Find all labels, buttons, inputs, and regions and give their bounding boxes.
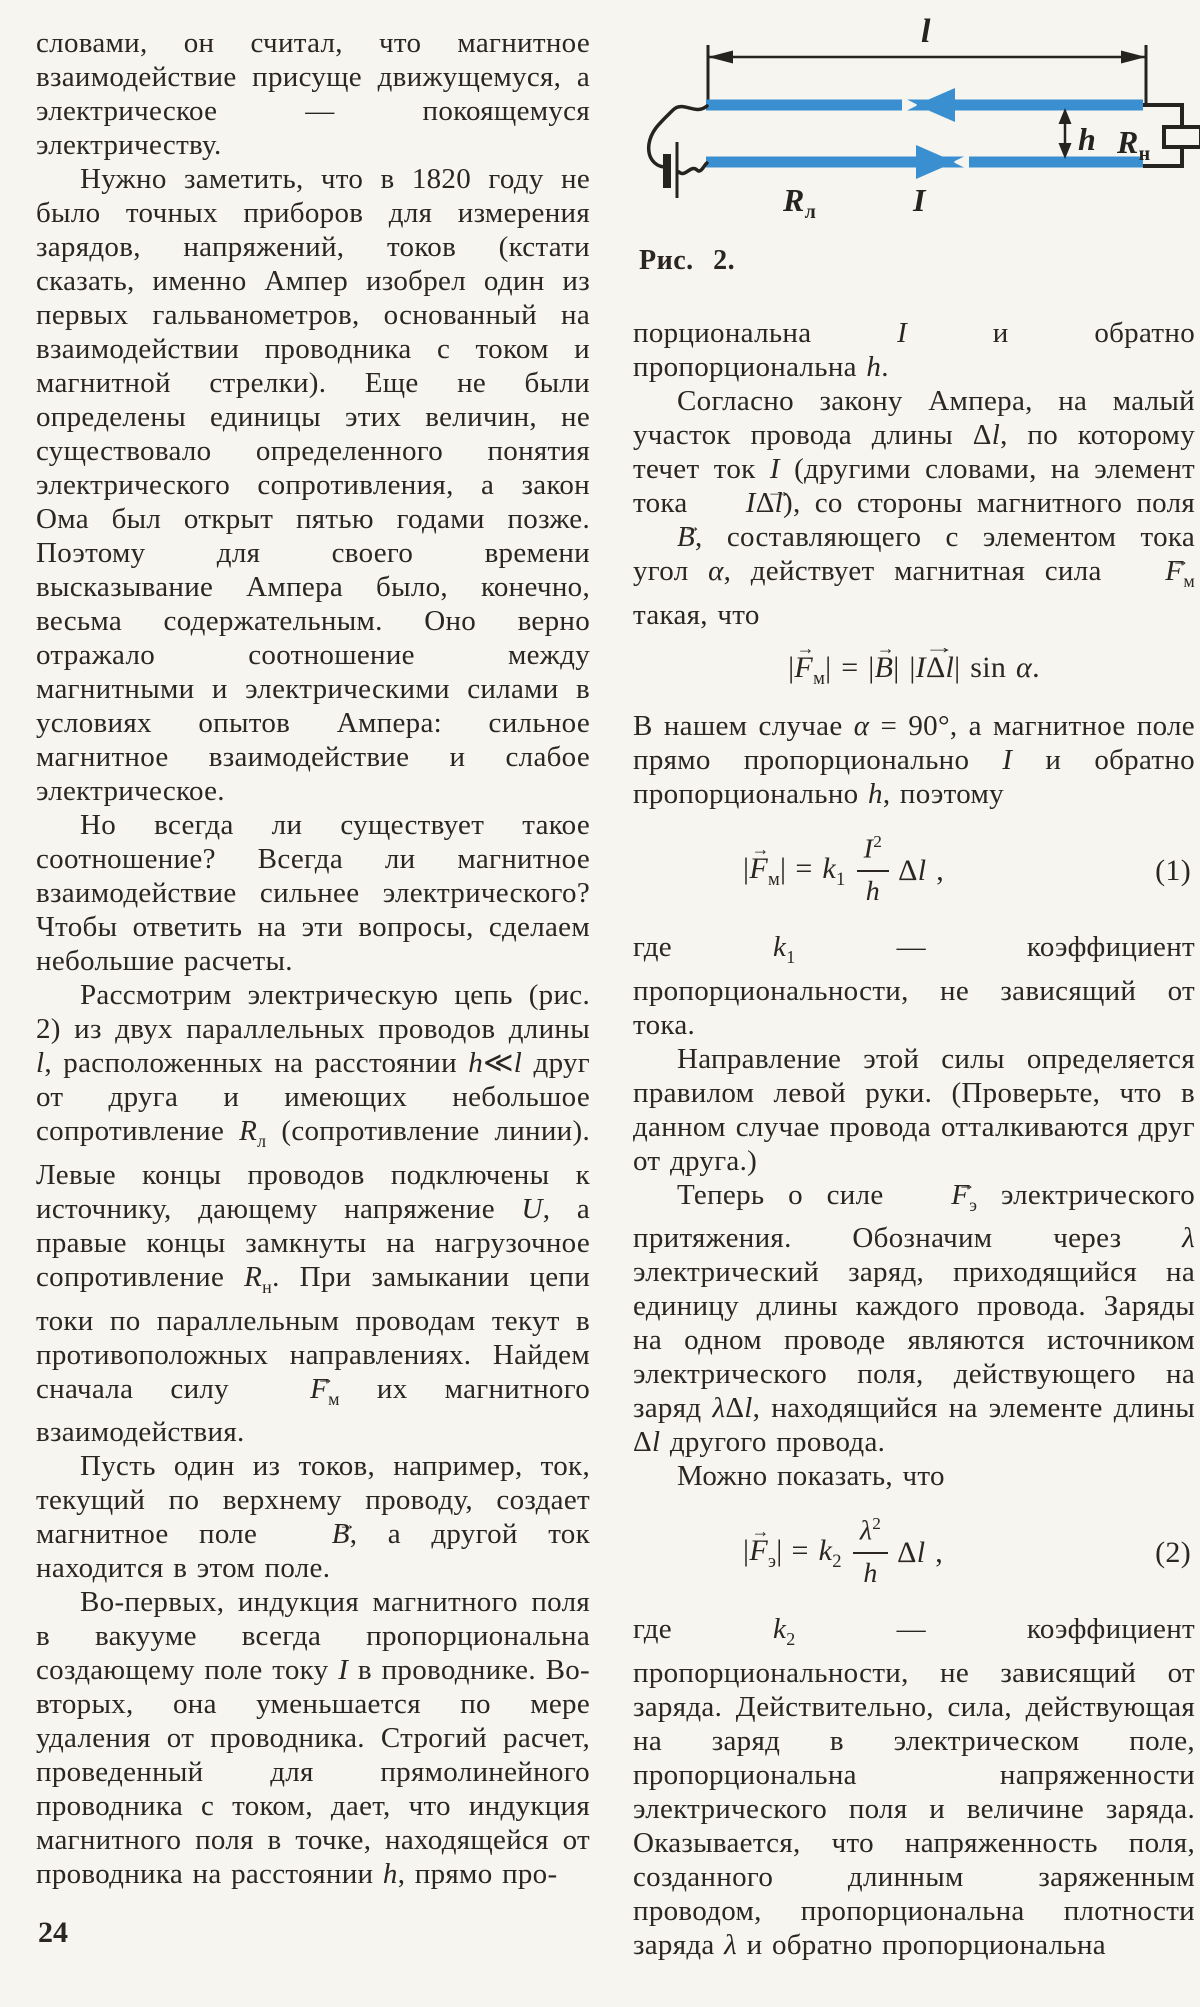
current-arrow-right-icon [916, 145, 955, 179]
paragraph: Направление этой силы определяется правилом левой руки. (Проверьте, что в данном случае провода отталкиваются друг от друга.) [633, 1042, 1195, 1177]
figure-caption: Рис. 2. [639, 245, 736, 276]
equation-number: (2) [1155, 1536, 1191, 1570]
paragraph: Нужно заметить, что в 1820 году не было точных приборов для измерения зарядов, напряжений, токов (кстати сказать, именно Ампер изобрел один из первых гальванометров, основанный на взаимодействии проводника с током и магнитной стрелки). Еще не были определены единицы этих величин, не существовало определенного понятия электрического сопротивления, а закон Ома был открыт пятью годами позже. Поэтому для своего времени высказывание Ампера было, конечно, весьма содержательным. Оно верно отражало соотношение между магнитными и электрическими силами в условиях опытов Ампера: сильное магнитное взаимодействие и слабое электрическое. [36, 163, 590, 807]
length-label: l [921, 13, 931, 50]
circuit-diagram [633, 4, 1200, 236]
paragraph: словами, он считал, что магнитное взаимодействие присуще движущемуся, а электрическое — покоящемуся электричеству. [36, 27, 590, 161]
paragraph: где $k_2$ — коэффициент пропорциональности, не зависящий от заряда. Действительно, сила, действующая на заряд в электрическом поле, пропорциональна напряженности электрического поля и величине заряда. Оказывается, что напряженность поля, созданного длинным заряженным проводом, пропорциональна плотности заряда λ и обратно пропорциональна [633, 1613, 1196, 1962]
formula-2: $|F \to_э|$ = $k_2$ $\frac{\lambda^2}{h}$ Δl , (2) [633, 1513, 1195, 1592]
paragraph: порциональна I и обратно пропорциональна h. [633, 317, 1195, 383]
right-column [633, 4, 1195, 1962]
paragraph: Теперь о силе $F \to_э$ электрического притяжения. Обозначим через λ электрический заряд, приходящийся на единицу длины каждого провода. Заряды на одном проводе являются источником электрического поля, действующего на заряд λΔl, находящийся на элементе длины Δl другого провода. [633, 1178, 1195, 1460]
dimension-line [708, 45, 1146, 104]
paragraph: Рассмотрим электрическую цепь (рис. 2) из двух параллельных проводов длины l, расположенных на расстоянии h≪l друг от друга и имеющих небольшое сопротивление $R_л$ (сопротивление линии). Левые концы проводов подключены к источнику, дающему напряжение U, а правые концы замкнуты на нагрузочное сопротивление $R_н$. При замыкании цепи токи по параллельным проводам текут в противоположных направлениях. Найдем сначала силу $F \to_м$ их магнитного взаимодействия. [36, 978, 590, 1449]
circuit-figure [633, 4, 1195, 278]
fraction: $\frac{I^2}{h}$ [857, 831, 890, 910]
current-label: I [913, 182, 926, 218]
fraction: $\frac{\lambda^2}{h}$ [853, 1513, 888, 1592]
wire-notch [902, 97, 918, 113]
load-resistance-label: $R_н$ [1117, 124, 1151, 165]
paragraph: Согласно закону Ампера, на малый участок провода длины Δl, по которому течет ток I (другими словами, на элемент тока IΔl →), со стороны магнитного поля B →, составляющего с элементом тока угол α, действует магнитная сила $F \to_м$ такая, что [633, 384, 1195, 632]
paragraph: где $k_1$ — коэффициент пропорциональности, не зависящий от тока. [633, 930, 1196, 1041]
equation-number: (1) [1155, 853, 1191, 887]
paragraph: Но всегда ли существует такое соотношение? Всегда ли магнитное взаимодействие сильнее электрического? Чтобы ответить на эти вопросы, сделаем небольшие расчеты. [36, 809, 590, 977]
paragraph: Пусть один из токов, например, ток, текущий по верхнему проводу, создает магнитное поле B →, а другой ток находится в этом поле. [36, 1449, 590, 1585]
paragraph: В нашем случае α = 90°, а магнитное поле прямо пропорционально I и обратно пропорционально h, поэтому [633, 709, 1195, 810]
formula-1: $|F \to_м|$ = $k_1$ $\frac{I^2}{h}$ Δl , (1) [633, 831, 1195, 910]
page-number: 24 [38, 1916, 68, 1949]
wire-notch [953, 154, 969, 170]
formula-ampere-law: $|F \to_м| = |B$ →| |IΔl →| sin α. [633, 648, 1195, 691]
height-label: h [1078, 121, 1097, 157]
current-arrow-left-icon [916, 88, 955, 122]
paragraph: Во-первых, индукция магнитного поля в вакууме всегда пропорциональна создающему поле току I в проводнике. Во-вторых, она уменьшается по мере удаления от проводника. Строгий расчет, проведенный для прямолинейного проводника с током, дает, что индукция магнитного поля в точке, находящейся от проводника на расстоянии h, прямо про- [36, 1586, 590, 1891]
paragraph: Можно показать, что [677, 1460, 945, 1493]
load-resistor [1143, 105, 1200, 166]
h-arrow [1059, 108, 1072, 159]
battery [649, 106, 707, 198]
left-column [36, 26, 590, 1891]
line-resistance-label: $R_л$ [783, 182, 817, 223]
